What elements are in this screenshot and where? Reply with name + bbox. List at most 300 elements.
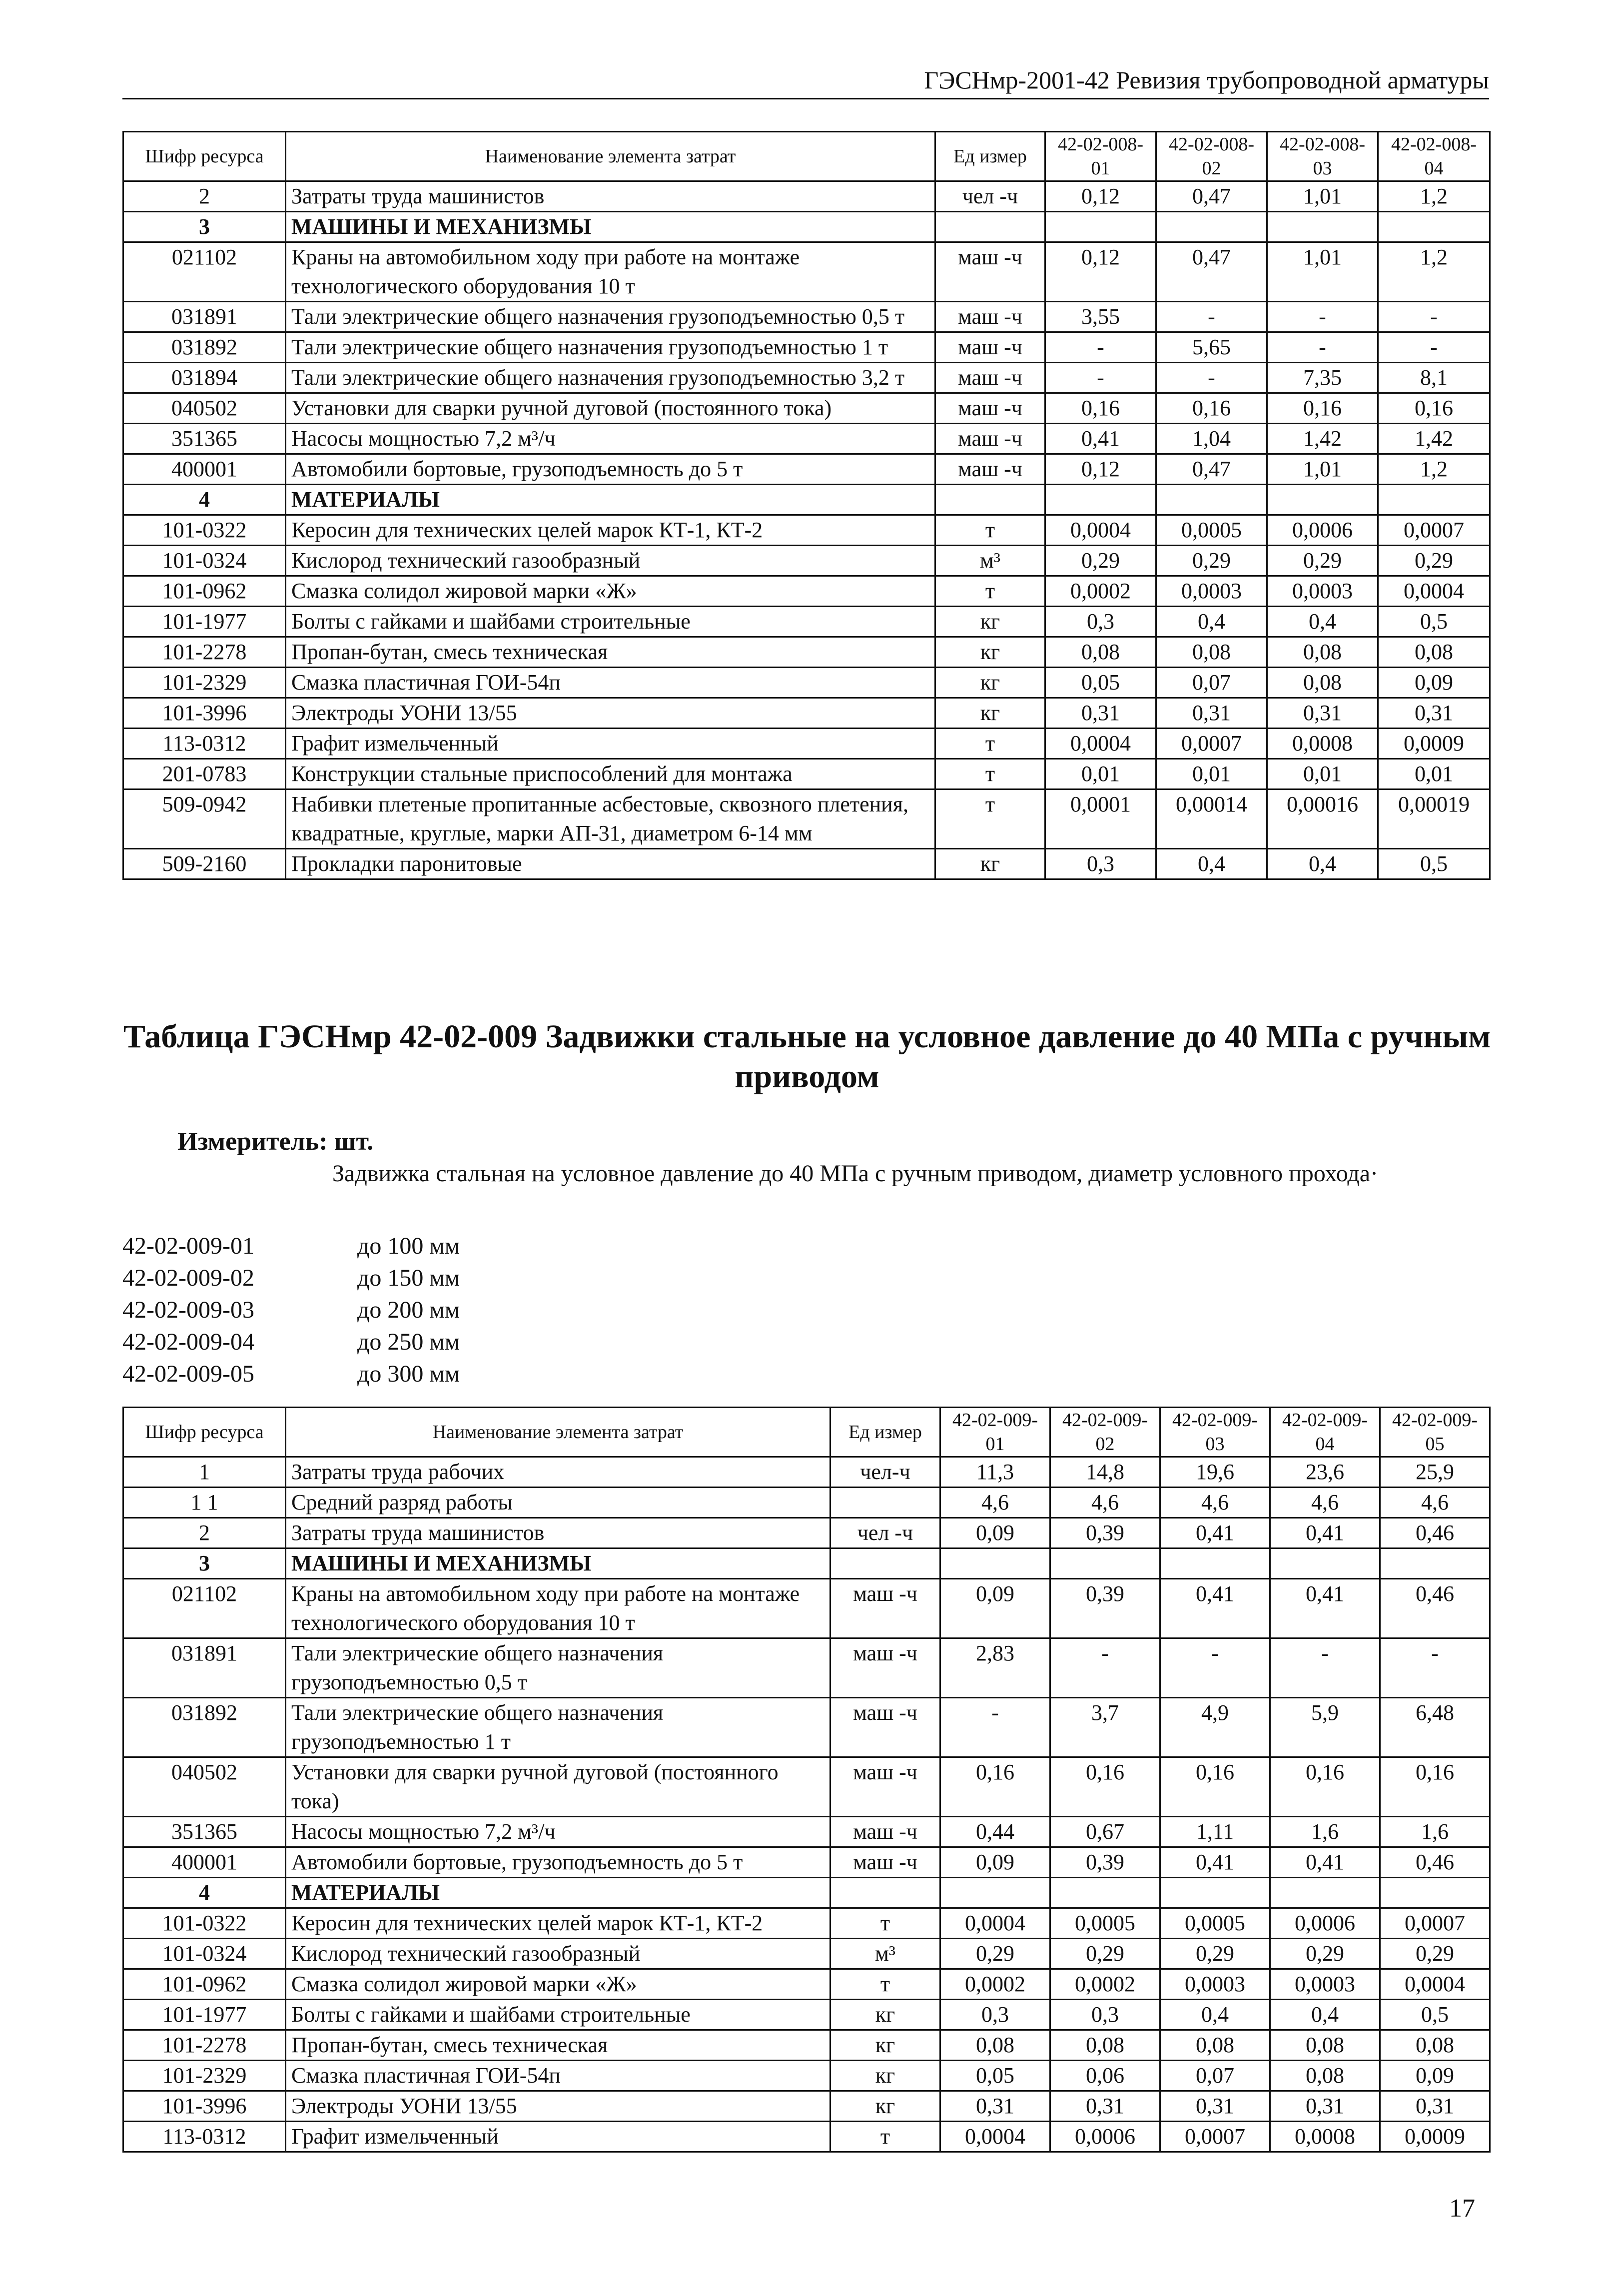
value-cell: [1050, 1878, 1160, 1908]
value-cell: 0,4: [1270, 2000, 1380, 2030]
header-code: Шифр ресурса: [123, 1408, 286, 1457]
value-cell: 0,4: [1267, 849, 1378, 879]
variant-item: [122, 1326, 460, 1358]
header-col: 42-02-009-05: [1380, 1408, 1490, 1457]
unit-cell: т: [830, 1908, 940, 1939]
value-cell: -: [1267, 302, 1378, 332]
value-cell: [1160, 1878, 1270, 1908]
resource-name-cell: Установки для сварки ручной дуговой (постоянного тока): [286, 1757, 830, 1817]
section-title-cell: МАТЕРИАЛЫ: [286, 1878, 830, 1908]
value-cell: 0,00019: [1378, 789, 1490, 849]
variant-item: [122, 1358, 460, 1390]
resource-code-cell: 101-0324: [123, 1939, 286, 1969]
header-name: Наименование элемента затрат: [286, 132, 935, 181]
section-row: [123, 1878, 1490, 1908]
value-cell: [1378, 212, 1490, 242]
resource-name-cell: Смазка солидол жировой марки «Ж»: [286, 1969, 830, 2000]
header-col: 42-02-009-04: [1270, 1408, 1380, 1457]
value-cell: 1,6: [1270, 1817, 1380, 1847]
unit-cell: чел -ч: [830, 1518, 940, 1548]
unit-cell: т: [935, 576, 1045, 607]
value-cell: 0,5: [1378, 849, 1490, 879]
section-title-cell: МАТЕРИАЛЫ: [286, 485, 935, 515]
variant-item: [122, 1294, 460, 1326]
variant-item: [122, 1262, 460, 1294]
section-row: [123, 212, 1490, 242]
value-cell: 0,29: [940, 1939, 1050, 1969]
value-cell: 0,41: [1160, 1579, 1270, 1638]
unit-cell: кг: [935, 849, 1045, 879]
value-cell: 0,06: [1050, 2061, 1160, 2091]
resource-name-cell: Краны на автомобильном ходу при работе на монтаже технологического оборудования 10 т: [286, 1579, 830, 1638]
table-row: [123, 332, 1490, 363]
value-cell: 0,16: [1050, 1757, 1160, 1817]
unit-cell: т: [830, 2122, 940, 2152]
table-description: Задвижка стальная на условное давление до 40 МПа с ручным приводом, диаметр условного прохода·: [332, 1160, 1379, 1187]
header-col: 42-02-009-01: [940, 1408, 1050, 1457]
resource-code-cell: 021102: [123, 242, 286, 302]
value-cell: 0,08: [1267, 668, 1378, 698]
resource-name-cell: Смазка пластичная ГОИ-54п: [286, 2061, 830, 2091]
value-cell: 11,3: [940, 1457, 1050, 1488]
table-row: [123, 1698, 1490, 1757]
value-cell: 0,0004: [940, 2122, 1050, 2152]
value-cell: 1,2: [1378, 181, 1490, 212]
value-cell: 0,31: [1270, 2091, 1380, 2122]
table-row: [123, 1847, 1490, 1878]
value-cell: 0,0005: [1050, 1908, 1160, 1939]
variant-code: 42-02-009-01: [122, 1233, 254, 1259]
value-cell: 0,01: [1045, 759, 1156, 789]
value-cell: 0,09: [1378, 668, 1490, 698]
value-cell: 0,16: [940, 1757, 1050, 1817]
value-cell: 0,0009: [1378, 729, 1490, 759]
resource-name-cell: Насосы мощностью 7,2 м³/ч: [286, 424, 935, 454]
resource-code-cell: 2: [123, 1518, 286, 1548]
value-cell: 0,0004: [940, 1908, 1050, 1939]
unit-cell: т: [935, 515, 1045, 546]
value-cell: 0,31: [1045, 698, 1156, 729]
value-cell: 0,4: [1156, 607, 1267, 637]
page-number: 17: [1449, 2194, 1475, 2223]
value-cell: 3,7: [1050, 1698, 1160, 1757]
header-col: 42-02-008-02: [1156, 132, 1267, 181]
table-row: [123, 759, 1490, 789]
unit-cell: кг: [830, 2091, 940, 2122]
value-cell: 0,0007: [1380, 1908, 1490, 1939]
value-cell: 0,16: [1378, 393, 1490, 424]
value-cell: [1156, 212, 1267, 242]
value-cell: 0,29: [1380, 1939, 1490, 1969]
table-body: [123, 181, 1490, 879]
resource-name-cell: Прокладки паронитовые: [286, 849, 935, 879]
unit-cell: маш -ч: [830, 1817, 940, 1847]
value-cell: 4,6: [1050, 1488, 1160, 1518]
value-cell: 4,9: [1160, 1698, 1270, 1757]
value-cell: 1,42: [1378, 424, 1490, 454]
value-cell: -: [1045, 332, 1156, 363]
value-cell: 0,0001: [1045, 789, 1156, 849]
value-cell: 0,29: [1156, 546, 1267, 576]
value-cell: 0,46: [1380, 1847, 1490, 1878]
value-cell: 0,01: [1156, 759, 1267, 789]
resource-name-cell: Насосы мощностью 7,2 м³/ч: [286, 1817, 830, 1847]
resource-name-cell: Затраты труда рабочих: [286, 1457, 830, 1488]
value-cell: 1,01: [1267, 242, 1378, 302]
value-cell: 0,47: [1156, 242, 1267, 302]
value-cell: 0,08: [940, 2030, 1050, 2061]
value-cell: 0,08: [1267, 637, 1378, 668]
value-cell: 0,09: [940, 1518, 1050, 1548]
resource-code-cell: 101-3996: [123, 2091, 286, 2122]
unit-cell: чел-ч: [830, 1457, 940, 1488]
variant-text: до 200 мм: [357, 1297, 460, 1323]
value-cell: 0,09: [940, 1579, 1050, 1638]
table-row: [123, 515, 1490, 546]
value-cell: -: [1156, 302, 1267, 332]
resource-code-cell: 101-2278: [123, 637, 286, 668]
value-cell: 0,31: [1156, 698, 1267, 729]
value-cell: 0,0004: [1378, 576, 1490, 607]
value-cell: 0,31: [1380, 2091, 1490, 2122]
table-row: [123, 2122, 1490, 2152]
value-cell: 0,08: [1156, 637, 1267, 668]
header-name: Наименование элемента затрат: [286, 1408, 830, 1457]
value-cell: 0,3: [940, 2000, 1050, 2030]
value-cell: -: [1270, 1638, 1380, 1698]
table-row: [123, 1817, 1490, 1847]
value-cell: 0,12: [1045, 181, 1156, 212]
unit-cell: маш -ч: [830, 1757, 940, 1817]
section-title-cell: МАШИНЫ И МЕХАНИЗМЫ: [286, 212, 935, 242]
value-cell: 0,0004: [1380, 1969, 1490, 2000]
value-cell: [1160, 1548, 1270, 1579]
resource-name-cell: Графит измельченный: [286, 729, 935, 759]
table-header-row: [123, 1408, 1490, 1457]
value-cell: 0,41: [1045, 424, 1156, 454]
variant-code: 42-02-009-05: [122, 1361, 254, 1387]
value-cell: 1,6: [1380, 1817, 1490, 1847]
value-cell: 0,31: [1050, 2091, 1160, 2122]
value-cell: [1267, 485, 1378, 515]
value-cell: [1378, 485, 1490, 515]
value-cell: 0,29: [1160, 1939, 1270, 1969]
resource-name-cell: Смазка солидол жировой марки «Ж»: [286, 576, 935, 607]
value-cell: 1,04: [1156, 424, 1267, 454]
value-cell: 25,9: [1380, 1457, 1490, 1488]
table-title: Таблица ГЭСНмр 42-02-009 Задвижки стальные на условное давление до 40 МПа с ручным приводом: [123, 1018, 1491, 1095]
value-cell: 0,3: [1050, 2000, 1160, 2030]
unit-cell: т: [935, 789, 1045, 849]
value-cell: 0,44: [940, 1817, 1050, 1847]
unit-cell: маш -ч: [935, 393, 1045, 424]
resource-name-cell: Пропан-бутан, смесь техническая: [286, 637, 935, 668]
value-cell: 0,5: [1380, 2000, 1490, 2030]
header-unit: Ед измер: [830, 1408, 940, 1457]
resource-code-cell: 400001: [123, 454, 286, 485]
section-row: [123, 1548, 1490, 1579]
resource-code-cell: 101-2278: [123, 2030, 286, 2061]
table-row: [123, 1757, 1490, 1817]
resource-code-cell: 101-2329: [123, 2061, 286, 2091]
value-cell: 0,0006: [1050, 2122, 1160, 2152]
header-col: 42-02-009-02: [1050, 1408, 1160, 1457]
resource-code-cell: 113-0312: [123, 2122, 286, 2152]
value-cell: 4,6: [1380, 1488, 1490, 1518]
value-cell: 0,46: [1380, 1518, 1490, 1548]
value-cell: 0,29: [1378, 546, 1490, 576]
value-cell: 0,41: [1270, 1579, 1380, 1638]
value-cell: 0,5: [1378, 607, 1490, 637]
table-row: [123, 1488, 1490, 1518]
variant-text: до 100 мм: [357, 1233, 460, 1259]
table-row: [123, 424, 1490, 454]
resource-name-cell: Болты с гайками и шайбами строительные: [286, 607, 935, 637]
value-cell: -: [940, 1698, 1050, 1757]
value-cell: -: [1160, 1638, 1270, 1698]
value-cell: 4,6: [1270, 1488, 1380, 1518]
resource-code-cell: 101-0322: [123, 1908, 286, 1939]
variant-code: 42-02-009-04: [122, 1329, 254, 1355]
value-cell: 0,01: [1267, 759, 1378, 789]
unit-cell: маш -ч: [830, 1847, 940, 1878]
table-row: [123, 2000, 1490, 2030]
header-col: 42-02-008-04: [1378, 132, 1490, 181]
table-row: [123, 1457, 1490, 1488]
section-title-cell: МАШИНЫ И МЕХАНИЗМЫ: [286, 1548, 830, 1579]
value-cell: 1,11: [1160, 1817, 1270, 1847]
table-body: [123, 1457, 1490, 2152]
value-cell: 0,47: [1156, 181, 1267, 212]
resource-code-cell: 040502: [123, 1757, 286, 1817]
resource-code-cell: 4: [123, 1878, 286, 1908]
value-cell: -: [1267, 332, 1378, 363]
unit-cell: маш -ч: [935, 424, 1045, 454]
unit-cell: т: [935, 759, 1045, 789]
value-cell: 0,0003: [1156, 576, 1267, 607]
unit-cell: кг: [830, 2030, 940, 2061]
resource-name-cell: Тали электрические общего назначения грузоподъемностью 1 т: [286, 1698, 830, 1757]
value-cell: 0,0005: [1156, 515, 1267, 546]
value-cell: 0,0004: [1045, 729, 1156, 759]
resource-code-cell: 101-1977: [123, 2000, 286, 2030]
running-header: ГЭСНмр-2001-42 Ревизия трубопроводной арматуры: [122, 65, 1489, 99]
value-cell: 0,0002: [940, 1969, 1050, 2000]
value-cell: 0,0002: [1045, 576, 1156, 607]
value-cell: 0,47: [1156, 454, 1267, 485]
value-cell: 0,08: [1160, 2030, 1270, 2061]
variant-text: до 250 мм: [357, 1329, 460, 1355]
value-cell: 4,6: [940, 1488, 1050, 1518]
value-cell: 0,12: [1045, 242, 1156, 302]
table-row: [123, 363, 1490, 393]
resource-name-cell: Автомобили бортовые, грузоподъемность до 5 т: [286, 1847, 830, 1878]
unit-cell: т: [830, 1969, 940, 2000]
resource-code-cell: 351365: [123, 1817, 286, 1847]
value-cell: 0,39: [1050, 1518, 1160, 1548]
resource-code-cell: 101-1977: [123, 607, 286, 637]
resource-code-cell: 021102: [123, 1579, 286, 1638]
unit-cell: кг: [935, 607, 1045, 637]
resource-name-cell: Тали электрические общего назначения грузоподъемностью 1 т: [286, 332, 935, 363]
value-cell: 0,3: [1045, 849, 1156, 879]
value-cell: 0,0007: [1160, 2122, 1270, 2152]
unit-cell: маш -ч: [935, 363, 1045, 393]
table-header-row: [123, 132, 1490, 181]
resource-code-cell: 101-0322: [123, 515, 286, 546]
unit-cell: маш -ч: [830, 1698, 940, 1757]
resource-name-cell: Тали электрические общего назначения грузоподъемностью 3,2 т: [286, 363, 935, 393]
resource-name-cell: Автомобили бортовые, грузоподъемность до 5 т: [286, 454, 935, 485]
table-row: [123, 698, 1490, 729]
value-cell: 0,4: [1156, 849, 1267, 879]
value-cell: 0,0003: [1160, 1969, 1270, 2000]
resource-name-cell: Пропан-бутан, смесь техническая: [286, 2030, 830, 2061]
resource-name-cell: Болты с гайками и шайбами строительные: [286, 2000, 830, 2030]
value-cell: 0,16: [1380, 1757, 1490, 1817]
value-cell: 0,0005: [1160, 1908, 1270, 1939]
value-cell: 0,05: [1045, 668, 1156, 698]
value-cell: [940, 1878, 1050, 1908]
resource-code-cell: 400001: [123, 1847, 286, 1878]
value-cell: [1380, 1878, 1490, 1908]
value-cell: [1270, 1878, 1380, 1908]
table-row: [123, 668, 1490, 698]
unit-cell: маш -ч: [935, 302, 1045, 332]
value-cell: 0,16: [1160, 1757, 1270, 1817]
resource-code-cell: 3: [123, 212, 286, 242]
resource-code-cell: 031892: [123, 332, 286, 363]
value-cell: 0,39: [1050, 1847, 1160, 1878]
value-cell: -: [1380, 1638, 1490, 1698]
table-row: [123, 1638, 1490, 1698]
value-cell: 8,1: [1378, 363, 1490, 393]
unit-cell: [830, 1488, 940, 1518]
value-cell: 2,83: [940, 1638, 1050, 1698]
value-cell: 0,46: [1380, 1579, 1490, 1638]
value-cell: 0,0009: [1380, 2122, 1490, 2152]
variant-text: до 300 мм: [357, 1361, 460, 1387]
value-cell: 0,41: [1160, 1518, 1270, 1548]
value-cell: 0,08: [1270, 2030, 1380, 2061]
value-cell: 0,29: [1267, 546, 1378, 576]
value-cell: 0,07: [1160, 2061, 1270, 2091]
resource-code-cell: 113-0312: [123, 729, 286, 759]
value-cell: 0,08: [1270, 2061, 1380, 2091]
value-cell: [1045, 485, 1156, 515]
table-row: [123, 1939, 1490, 1969]
value-cell: 23,6: [1270, 1457, 1380, 1488]
unit-cell: маш -ч: [830, 1579, 940, 1638]
value-cell: 0,08: [1380, 2030, 1490, 2061]
resource-code-cell: 101-0962: [123, 1969, 286, 2000]
variant-code: 42-02-009-02: [122, 1265, 254, 1291]
resource-name-cell: Затраты труда машинистов: [286, 181, 935, 212]
unit-cell: т: [935, 729, 1045, 759]
value-cell: -: [1378, 332, 1490, 363]
table-row: [123, 789, 1490, 849]
value-cell: 0,0003: [1270, 1969, 1380, 2000]
value-cell: 0,16: [1045, 393, 1156, 424]
unit-cell: маш -ч: [830, 1638, 940, 1698]
value-cell: 0,39: [1050, 1579, 1160, 1638]
value-cell: 0,0008: [1267, 729, 1378, 759]
table-row: [123, 849, 1490, 879]
resource-name-cell: Графит измельченный: [286, 2122, 830, 2152]
value-cell: 0,31: [1160, 2091, 1270, 2122]
value-cell: 0,16: [1270, 1757, 1380, 1817]
resource-code-cell: 509-2160: [123, 849, 286, 879]
variant-list: [122, 1230, 460, 1390]
resource-name-cell: Электроды УОНИ 13/55: [286, 2091, 830, 2122]
header-col: 42-02-008-03: [1267, 132, 1378, 181]
table-row: [123, 242, 1490, 302]
resource-code-cell: 040502: [123, 393, 286, 424]
value-cell: 0,41: [1270, 1847, 1380, 1878]
unit-cell: [935, 485, 1045, 515]
table-row: [123, 607, 1490, 637]
resource-code-cell: 2: [123, 181, 286, 212]
header-col: 42-02-009-03: [1160, 1408, 1270, 1457]
value-cell: -: [1050, 1638, 1160, 1698]
resource-code-cell: 4: [123, 485, 286, 515]
value-cell: [940, 1548, 1050, 1579]
table-row: [123, 1518, 1490, 1548]
unit-cell: м³: [935, 546, 1045, 576]
value-cell: 0,29: [1270, 1939, 1380, 1969]
value-cell: 7,35: [1267, 363, 1378, 393]
resource-name-cell: Тали электрические общего назначения грузоподъемностью 0,5 т: [286, 1638, 830, 1698]
unit-cell: кг: [935, 637, 1045, 668]
resource-code-cell: 351365: [123, 424, 286, 454]
value-cell: [1045, 212, 1156, 242]
value-cell: 0,0002: [1050, 1969, 1160, 2000]
unit-cell: м³: [830, 1939, 940, 1969]
value-cell: -: [1378, 302, 1490, 332]
value-cell: 0,4: [1160, 2000, 1270, 2030]
unit-cell: кг: [830, 2061, 940, 2091]
table-row: [123, 2091, 1490, 2122]
value-cell: 0,07: [1156, 668, 1267, 698]
unit-cell: маш -ч: [935, 242, 1045, 302]
unit-cell: чел -ч: [935, 181, 1045, 212]
unit-cell: кг: [935, 698, 1045, 729]
value-cell: 19,6: [1160, 1457, 1270, 1488]
value-cell: 0,05: [940, 2061, 1050, 2091]
value-cell: 0,41: [1160, 1847, 1270, 1878]
value-cell: [1270, 1548, 1380, 1579]
value-cell: 0,0007: [1378, 515, 1490, 546]
table-row: [123, 576, 1490, 607]
value-cell: [1267, 212, 1378, 242]
value-cell: 0,67: [1050, 1817, 1160, 1847]
value-cell: 0,00016: [1267, 789, 1378, 849]
resource-code-cell: 1 1: [123, 1488, 286, 1518]
unit-cell: маш -ч: [935, 332, 1045, 363]
value-cell: 0,16: [1267, 393, 1378, 424]
value-cell: 0,41: [1270, 1518, 1380, 1548]
value-cell: 0,12: [1045, 454, 1156, 485]
resource-name-cell: Конструкции стальные приспособлений для монтажа: [286, 759, 935, 789]
table-row: [123, 1908, 1490, 1939]
resource-name-cell: Краны на автомобильном ходу при работе на монтаже технологического оборудования 10 т: [286, 242, 935, 302]
value-cell: 0,31: [1267, 698, 1378, 729]
resource-name-cell: Средний разряд работы: [286, 1488, 830, 1518]
resource-name-cell: Набивки плетеные пропитанные асбестовые, сквозного плетения, квадратные, круглые, марки АП-31, диаметром 6-14 мм: [286, 789, 935, 849]
table-row: [123, 637, 1490, 668]
unit-cell: кг: [830, 2000, 940, 2030]
value-cell: 0,0003: [1267, 576, 1378, 607]
